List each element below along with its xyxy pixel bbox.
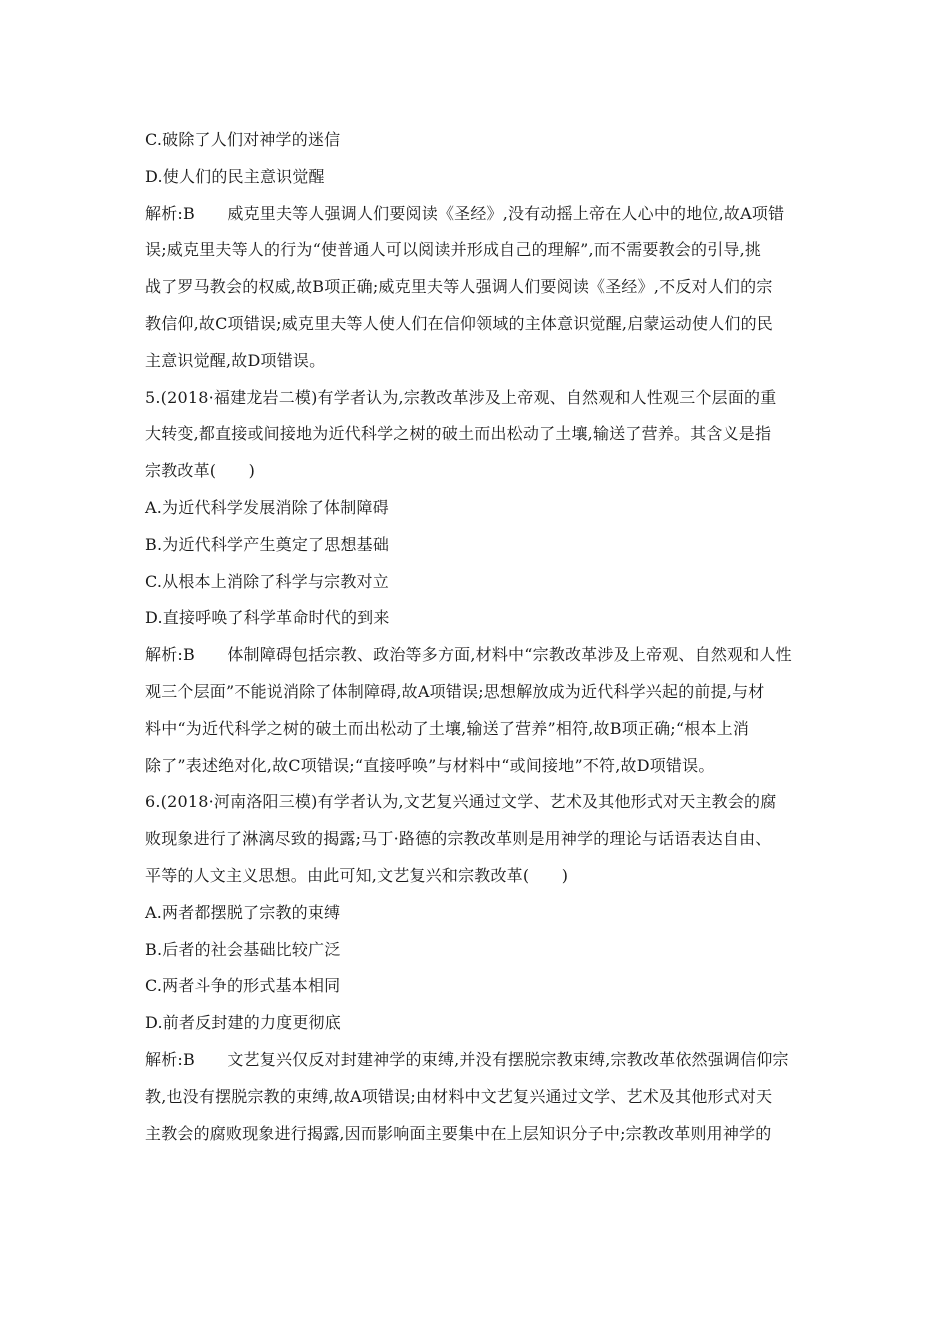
- text-line: 6.(2018·河南洛阳三模)有学者认为,文艺复兴通过文学、艺术及其他形式对天主教会的腐: [145, 792, 777, 812]
- text-line: A.两者都摆脱了宗教的束缚: [145, 902, 341, 922]
- text-line: 主意识觉醒,故D项错误。: [145, 350, 326, 370]
- option-c-q6: [145, 968, 813, 1005]
- text-line: 解析:B 威克里夫等人强调人们要阅读《圣经》,没有动摇上帝在人心中的地位,故A项错: [145, 203, 785, 223]
- text-line: 战了罗马教会的权威,故B项正确;威克里夫等人强调人们要阅读《圣经》,不反对人们的宗: [145, 277, 773, 297]
- text-line: 5.(2018·福建龙岩二模)有学者认为,宗教改革涉及上帝观、自然观和人性观三个层面的重: [145, 387, 777, 407]
- option-a-q5: [145, 490, 813, 527]
- option-b-q5: [145, 527, 813, 564]
- analysis-q5: [145, 637, 813, 784]
- text-line: D.直接呼唤了科学革命时代的到来: [145, 608, 390, 628]
- text-line: 平等的人文主义思想。由此可知,文艺复兴和宗教改革( ): [145, 865, 569, 885]
- text-line: 败现象进行了淋漓尽致的揭露;马丁·路德的宗教改革则是用神学的理论与话语表达自由、: [145, 829, 772, 849]
- text-line: D.使人们的民主意识觉醒: [145, 166, 325, 186]
- option-d-q4: [145, 159, 813, 196]
- text-line: C.破除了人们对神学的迷信: [145, 130, 341, 149]
- text-line: 观三个层面”不能说消除了体制障碍,故A项错误;思想解放成为近代科学兴起的前提,与材: [145, 681, 765, 701]
- document-page: [145, 122, 813, 1152]
- question-5: [145, 380, 813, 490]
- text-line: 除了”表述绝对化,故C项错误;“直接呼唤”与材料中“或间接地”不符,故D项错误。: [145, 755, 715, 775]
- option-a-q6: [145, 895, 813, 932]
- analysis-q6: [145, 1042, 813, 1152]
- text-line: 教,也没有摆脱宗教的束缚,故A项错误;由材料中文艺复兴通过文学、艺术及其他形式对天: [145, 1086, 773, 1106]
- text-line: C.两者斗争的形式基本相同: [145, 976, 341, 996]
- text-line: 误;威克里夫等人的行为“使普通人可以阅读并形成自己的理解”,而不需要教会的引导,挑: [145, 240, 762, 260]
- question-6: [145, 784, 813, 894]
- text-line: 宗教改革( ): [145, 461, 256, 481]
- option-b-q6: [145, 932, 813, 969]
- option-c-q4: [145, 122, 813, 159]
- text-line: 解析:B 文艺复兴仅反对封建神学的束缚,并没有摆脱宗教束缚,宗教改革依然强调信仰宗: [145, 1049, 789, 1069]
- text-line: B.为近代科学产生奠定了思想基础: [145, 534, 390, 554]
- text-line: 解析:B 体制障碍包括宗教、政治等多方面,材料中“宗教改革涉及上帝观、自然观和人性: [145, 645, 792, 665]
- text-line: B.后者的社会基础比较广泛: [145, 939, 341, 959]
- option-d-q6: [145, 1005, 813, 1042]
- analysis-q4: [145, 196, 813, 380]
- text-line: A.为近代科学发展消除了体制障碍: [145, 497, 389, 517]
- text-line: C.从根本上消除了科学与宗教对立: [145, 571, 389, 591]
- option-c-q5: [145, 564, 813, 601]
- text-line: D.前者反封建的力度更彻底: [145, 1013, 341, 1033]
- text-line: 大转变,都直接或间接地为近代科学之树的破土而出松动了土壤,输送了营养。其含义是指: [145, 424, 772, 444]
- option-d-q5: [145, 600, 813, 637]
- text-line: 教信仰,故C项错误;威克里夫等人使人们在信仰领域的主体意识觉醒,启蒙运动使人们的民: [145, 313, 774, 333]
- text-line: 主教会的腐败现象进行揭露,因而影响面主要集中在上层知识分子中;宗教改革则用神学的: [145, 1123, 772, 1143]
- text-line: 料中“为近代科学之树的破土而出松动了土壤,输送了营养”相符,故B项正确;“根本上消: [145, 718, 750, 738]
